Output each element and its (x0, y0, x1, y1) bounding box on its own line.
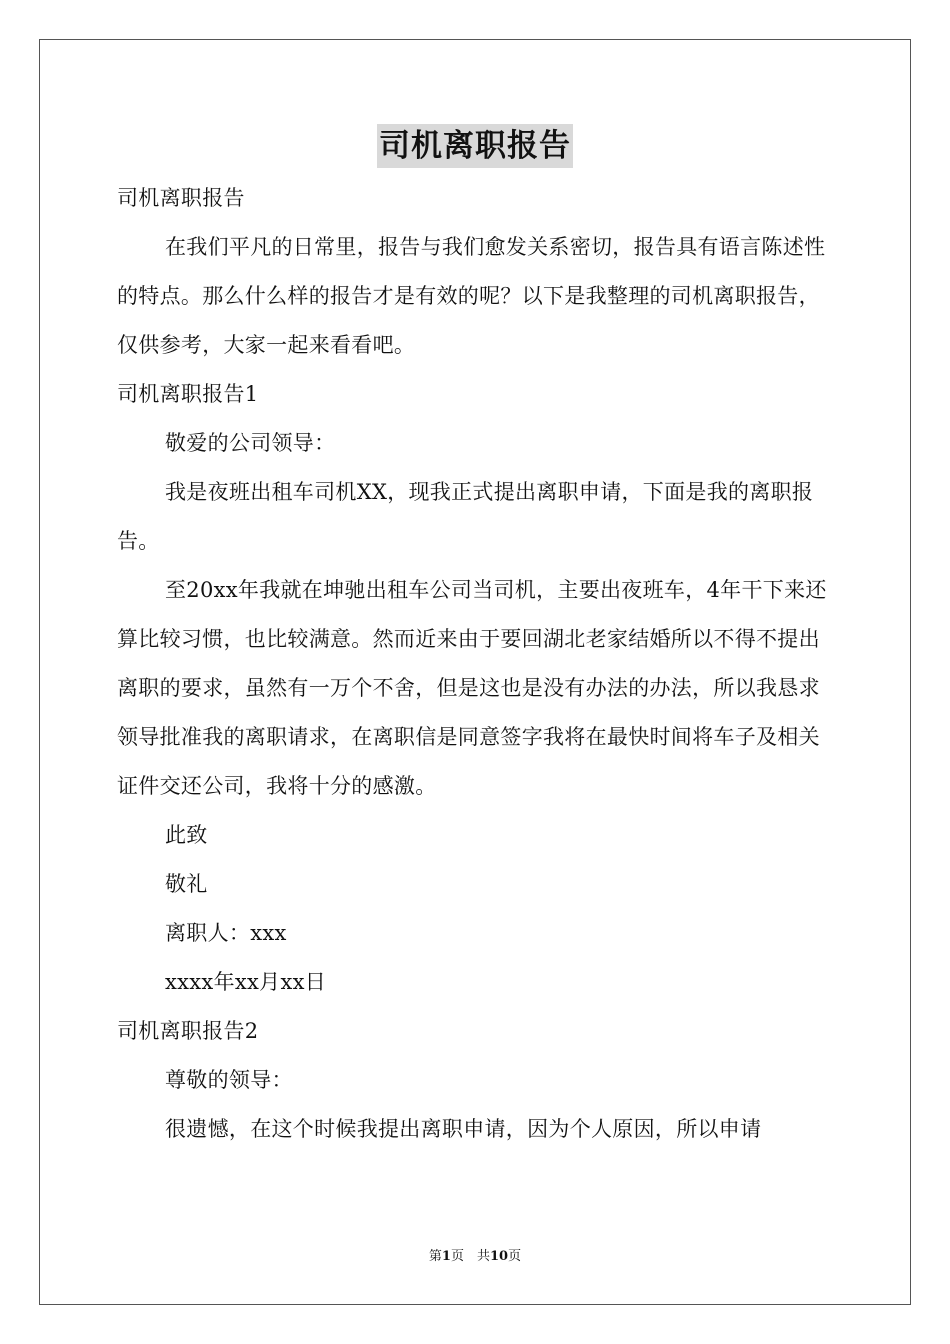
title-container (0, 124, 950, 168)
page-label-suffix: 页 (508, 1249, 522, 1264)
page-total: 10 (489, 1249, 509, 1264)
closing-regards: 敬礼 (165, 872, 208, 896)
page-label-prefix: 第 (428, 1249, 442, 1264)
salutation: 尊敬的领导： (165, 1068, 293, 1092)
signature-name: 离职人：xxx (165, 921, 287, 945)
page-current: 1 (441, 1249, 451, 1264)
section-heading-2: 司机离职报告2 (117, 1019, 259, 1043)
section-heading-1: 司机离职报告1 (117, 382, 259, 406)
closing-line: 此致 (165, 823, 208, 847)
page-label-mid: 页 共 (450, 1249, 490, 1264)
signature-date: xxxx年xx月xx日 (165, 970, 327, 994)
section-heading: 司机离职报告 (117, 186, 245, 210)
body-paragraph: 我是夜班出租车司机XX，现我正式提出离职申请，下面是我的离职报告。 (117, 480, 814, 553)
body-paragraph: 很遗憾，在这个时候我提出离职申请，因为个人原因，所以申请 (165, 1117, 762, 1141)
page-footer (0, 1248, 950, 1266)
document-title: 司机离职报告 (377, 124, 573, 168)
salutation: 敬爱的公司领导： (165, 431, 336, 455)
intro-paragraph: 在我们平凡的日常里，报告与我们愈发关系密切，报告具有语言陈述性的特点。那么什么样的报告才是有效的呢？以下是我整理的司机离职报告，仅供参考，大家一起来看看吧。 (117, 235, 826, 357)
document-body (117, 174, 837, 1154)
body-paragraph: 至20xx年我就在坤驰出租车公司当司机，主要出夜班车，4年干下来还算比较习惯，也比较满意。然而近来由于要回湖北老家结婚所以不得不提出离职的要求，虽然有一万个不舍，但是这也是没有办法的办法，所以我恳求领导批准我的离职请求，在离职信是同意签字我将在最快时间将车子及相关证件交还公司，我将十分的感激。 (117, 578, 827, 798)
